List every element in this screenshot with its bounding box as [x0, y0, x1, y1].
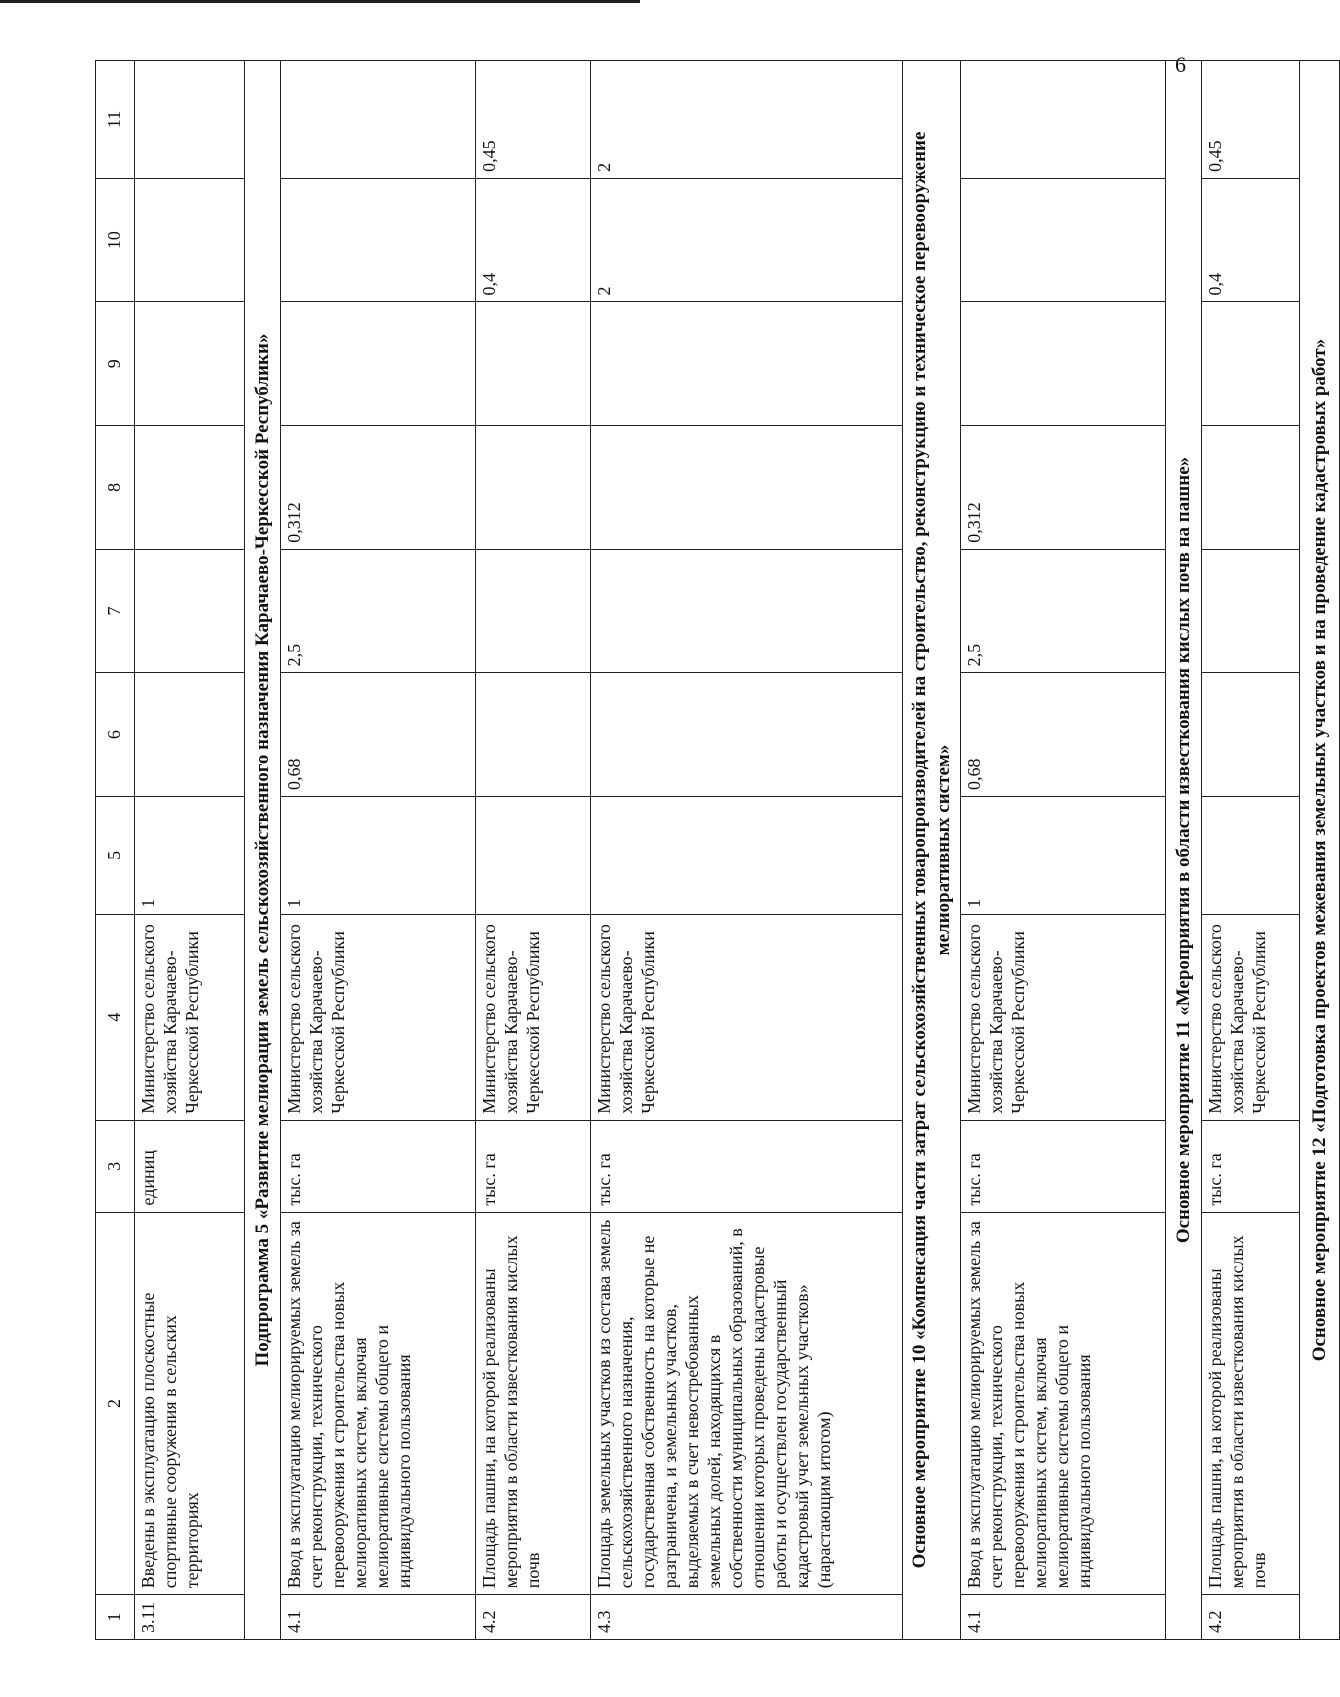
column-header-6: 6	[96, 673, 135, 797]
row-number: 4.2	[476, 1595, 591, 1640]
value-col-9	[1202, 302, 1300, 426]
value-col-6: 0,68	[281, 673, 476, 797]
section-header-row	[1300, 61, 1340, 1640]
value-col-11	[281, 61, 476, 179]
unit: тыс. га	[476, 1120, 591, 1212]
indicator-name: Введены в эксплуатацию плоскостные спортивные сооружения в сельских территориях	[135, 1212, 245, 1595]
row-number: 4.3	[591, 1595, 903, 1640]
value-col-11: 0,45	[476, 61, 591, 179]
value-col-8: 0,312	[281, 426, 476, 550]
value-col-11: 0,45	[1202, 61, 1300, 179]
column-header-8: 8	[96, 426, 135, 550]
column-header-5: 5	[96, 796, 135, 914]
table-row	[1202, 61, 1300, 1640]
unit: тыс. га	[281, 1120, 476, 1212]
value-col-5: 1	[281, 796, 476, 914]
section-title: Основное мероприятие 11 «Мероприятия в области известкования кислых почв на пашне»	[1166, 61, 1202, 1640]
value-col-7	[591, 549, 903, 673]
responsible: Министерство сельского хозяйства Карачаево-Черкесской Республики	[476, 914, 591, 1120]
value-col-9	[281, 302, 476, 426]
unit: единиц	[135, 1120, 245, 1212]
value-col-7: 2,5	[281, 549, 476, 673]
value-col-6: 0,68	[961, 673, 1166, 797]
value-col-7: 2,5	[961, 549, 1166, 673]
value-col-8	[135, 426, 245, 550]
responsible: Министерство сельского хозяйства Карачаево-Черкесской Республики	[281, 914, 476, 1120]
value-col-10: 2	[591, 178, 903, 302]
row-number: 4.2	[1202, 1595, 1300, 1640]
table-row	[135, 61, 245, 1640]
value-col-5: 1	[961, 796, 1166, 914]
table-body	[135, 61, 1340, 1640]
indicators-table	[95, 60, 1340, 1640]
value-col-8	[476, 426, 591, 550]
section-title: Основное мероприятие 10 «Компенсация части затрат сельскохозяйственных товаропроизводителей на строительство, реконструкцию и техническое перевооружение мелиоративных систем»	[903, 61, 961, 1640]
column-header-10: 10	[96, 178, 135, 302]
value-col-8	[591, 426, 903, 550]
row-number: 3.11	[135, 1595, 245, 1640]
value-col-8: 0,312	[961, 426, 1166, 550]
value-col-9	[961, 302, 1166, 426]
column-header-9: 9	[96, 302, 135, 426]
value-col-5	[591, 796, 903, 914]
page-number: 6	[1175, 52, 1186, 77]
row-number: 4.1	[961, 1595, 1166, 1640]
indicator-name: Ввод в эксплуатацию мелиорируемых земель за счет реконструкции, технического перевооружения и строительства новых мелиоративных систем, включая мелиоративные системы общего и индивидуального пользования	[281, 1212, 476, 1595]
value-col-11: 2	[591, 61, 903, 179]
value-col-6	[476, 673, 591, 797]
value-col-8	[1202, 426, 1300, 550]
value-col-10	[135, 178, 245, 302]
value-col-7	[476, 549, 591, 673]
table-row	[281, 61, 476, 1640]
responsible: Министерство сельского хозяйства Карачаево-Черкесской Республики	[1202, 914, 1300, 1120]
unit: тыс. га	[1202, 1120, 1300, 1212]
table-row	[961, 61, 1166, 1640]
value-col-9	[476, 302, 591, 426]
value-col-6	[1202, 673, 1300, 797]
unit: тыс. га	[591, 1120, 903, 1212]
indicator-name: Площадь пашни, на которой реализованы мероприятия в области известкования кислых почв	[1202, 1212, 1300, 1595]
section-header-row	[245, 61, 281, 1640]
column-header-1: 1	[96, 1595, 135, 1640]
responsible: Министерство сельского хозяйства Карачаево-Черкесской Республики	[591, 914, 903, 1120]
section-header-row	[1166, 61, 1202, 1640]
value-col-9	[591, 302, 903, 426]
table-row	[591, 61, 903, 1640]
value-col-5	[1202, 796, 1300, 914]
indicator-name: Площадь пашни, на которой реализованы мероприятия в области известкования кислых почв	[476, 1212, 591, 1595]
page-top-rule	[0, 0, 640, 3]
column-number-row	[96, 61, 135, 1640]
value-col-5: 1	[135, 796, 245, 914]
responsible: Министерство сельского хозяйства Карачаево-Черкесской Республики	[135, 914, 245, 1120]
value-col-6	[591, 673, 903, 797]
value-col-10	[281, 178, 476, 302]
row-number: 4.1	[281, 1595, 476, 1640]
section-title: Подпрограмма 5 «Развитие мелиорации земель сельскохозяйственного назначения Карачаево-Черкесской Республики»	[245, 61, 281, 1640]
value-col-10: 0,4	[476, 178, 591, 302]
value-col-7	[135, 549, 245, 673]
column-header-2: 2	[96, 1212, 135, 1595]
column-header-7: 7	[96, 549, 135, 673]
value-col-10	[961, 178, 1166, 302]
section-header-row	[903, 61, 961, 1640]
value-col-6	[135, 673, 245, 797]
indicator-name: Площадь земельных участков из состава земель сельскохозяйственного назначения, государственная собственность на которые не разграничена, и земельных участков, выделяемых в счет невостребованных земельных долей, находящихся в собственности муниципальных образований, в отношении которых проведены кадастровые работы и осуществлен государственный кадастровый учет земельных участков» (нарастающим итогом)	[591, 1212, 903, 1595]
responsible: Министерство сельского хозяйства Карачаево-Черкесской Республики	[961, 914, 1166, 1120]
column-header-4: 4	[96, 914, 135, 1120]
value-col-11	[135, 61, 245, 179]
section-title: Основное мероприятие 12 «Подготовка проектов межевания земельных участков и на проведение кадастровых работ»	[1300, 61, 1340, 1640]
value-col-9	[135, 302, 245, 426]
unit: тыс. га	[961, 1120, 1166, 1212]
table-row	[476, 61, 591, 1640]
value-col-11	[961, 61, 1166, 179]
value-col-5	[476, 796, 591, 914]
value-col-7	[1202, 549, 1300, 673]
column-header-11: 11	[96, 61, 135, 179]
indicator-name: Ввод в эксплуатацию мелиорируемых земель за счет реконструкции, технического перевооружения и строительства новых мелиоративных систем, включая мелиоративные системы общего и индивидуального пользования	[961, 1212, 1166, 1595]
column-header-3: 3	[96, 1120, 135, 1212]
value-col-10: 0,4	[1202, 178, 1300, 302]
rotated-table-container	[95, 60, 1330, 1640]
